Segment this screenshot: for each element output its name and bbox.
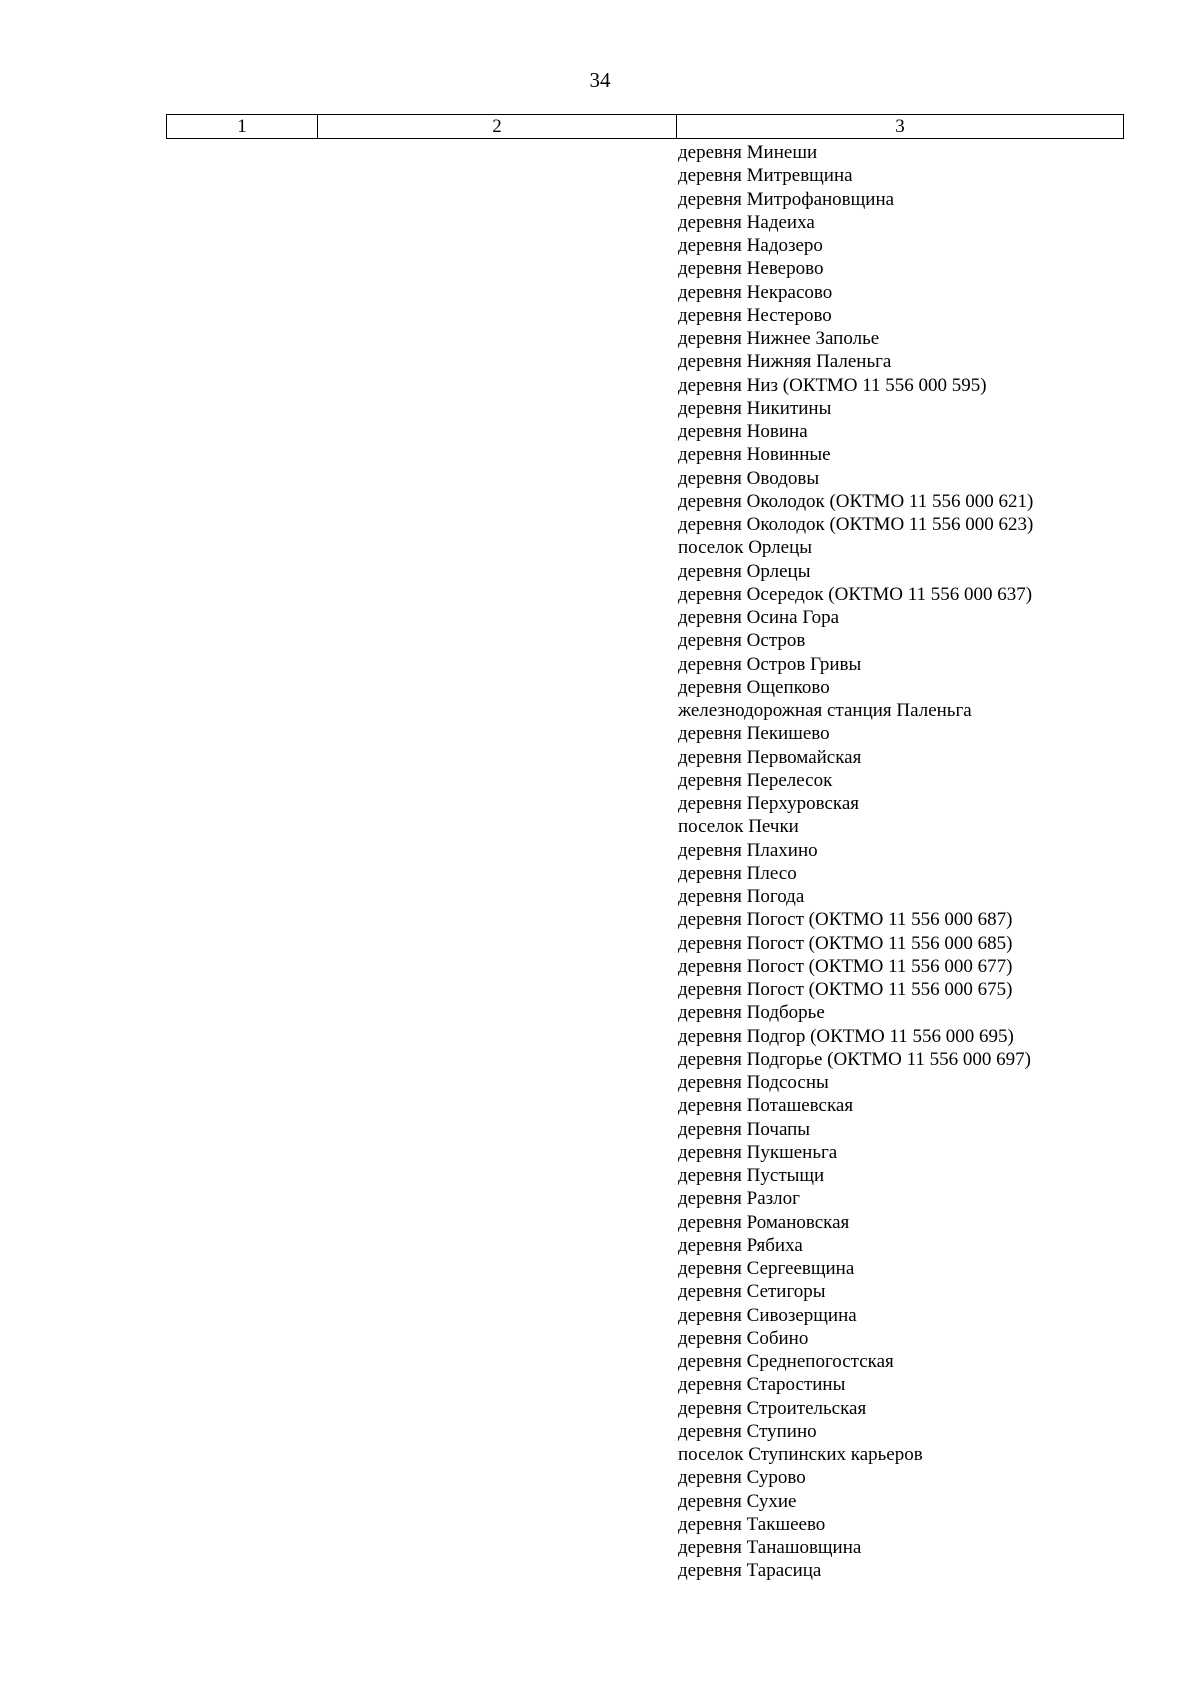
settlement-item: деревня Танашовщина [678,1537,862,1558]
settlement-item: деревня Сухие [678,1490,797,1512]
settlement-item: деревня Нижняя Паленьга [678,351,892,373]
settlement-item: поселок Ступинских карьеров [678,1444,923,1465]
settlement-item: деревня Низ (ОКТМО 11 556 000 595) [678,374,987,396]
settlement-item: деревня Подгор (ОКТМО 11 556 000 695) [678,1025,1014,1047]
settlement-item: деревня Сивозерщина [678,1304,857,1326]
settlement-item: деревня Осередок (ОКТМО 11 556 000 637) [678,583,1033,605]
settlement-item: деревня Оводовы [678,467,820,489]
settlement-item: деревня Орлецы [678,560,811,582]
settlement-item: деревня Погода [678,886,805,907]
settlement-item: деревня Разлог [678,1188,800,1210]
settlement-item: деревня Подгорье (ОКТМО 11 556 000 697) [678,1048,1031,1070]
settlement-item: деревня Пукшеньга [678,1141,838,1163]
settlement-item: деревня Рябиха [678,1234,803,1256]
settlement-item: деревня Некрасово [678,281,833,303]
settlement-item: деревня Околодок (ОКТМО 11 556 000 623) [678,514,1034,535]
settlement-item: деревня Романовская [678,1211,850,1233]
settlement-item: деревня Ступино [678,1420,817,1442]
settlement-item: деревня Плесо [678,862,797,884]
settlement-item: деревня Старостины [678,1374,846,1396]
settlement-item: железнодорожная станция Паленьга [678,700,972,721]
settlement-item: деревня Минеши [678,142,818,163]
settlement-item: деревня Остров [678,630,806,652]
settlement-item: деревня Погост (ОКТМО 11 556 000 675) [678,979,1013,1000]
settlement-item: деревня Собино [678,1327,809,1349]
settlement-item: деревня Сетигоры [678,1281,826,1303]
settlement-item: деревня Сергеевщина [678,1258,855,1279]
settlement-item: деревня Сурово [678,1467,806,1489]
settlement-item: деревня Ощепково [678,676,830,698]
settlement-item: деревня Надеиха [678,211,815,233]
page-number: 34 [589,68,611,92]
settlement-item: деревня Такшеево [678,1513,826,1535]
column-header-2: 2 [318,115,677,139]
settlement-item: деревня Перелесок [678,769,833,791]
settlement-item: деревня Погост (ОКТМО 11 556 000 687) [678,909,1013,931]
settlement-item: деревня Остров Гривы [678,653,862,675]
settlement-item: деревня Перхуровская [678,793,860,814]
settlement-item: поселок Печки [678,816,799,838]
settlement-item: деревня Почапы [678,1118,811,1140]
column-header-1: 1 [167,115,318,139]
settlement-item: деревня Тарасица [678,1560,822,1582]
settlement-item: деревня Митрофановщина [678,188,895,210]
settlement-item: деревня Первомайская [678,746,862,768]
settlement-item: деревня Пекишево [678,723,830,745]
settlement-item: деревня Плахино [678,839,818,861]
settlement-item: деревня Новина [678,421,808,442]
settlement-item: деревня Строительская [678,1397,867,1419]
settlement-item: деревня Пустыщи [678,1165,825,1186]
settlement-item: деревня Осина Гора [678,607,840,628]
settlement-item: деревня Митревщина [678,165,853,187]
settlement-item: деревня Околодок (ОКТМО 11 556 000 621) [678,490,1034,512]
settlement-item: поселок Орлецы [678,537,813,559]
settlement-item: деревня Подборье [678,1002,825,1024]
settlement-item: деревня Среднепогостская [678,1351,894,1372]
settlement-item: деревня Никитины [678,397,832,419]
column-header-row [167,115,1124,139]
settlement-item: деревня Неверово [678,258,824,280]
column-header-3: 3 [677,115,1124,139]
settlement-item: деревня Надозеро [678,235,823,256]
settlement-item: деревня Нижнее Заполье [678,328,880,349]
settlement-list [678,141,1033,1583]
settlement-item: деревня Поташевская [678,1095,854,1117]
settlement-item: деревня Подсосны [678,1072,829,1093]
settlement-item: деревня Нестерово [678,304,832,326]
settlement-item: деревня Погост (ОКТМО 11 556 000 685) [678,932,1013,954]
settlement-item: деревня Погост (ОКТМО 11 556 000 677) [678,955,1013,977]
column-header-table [166,114,1124,139]
settlement-item: деревня Новинные [678,444,831,466]
